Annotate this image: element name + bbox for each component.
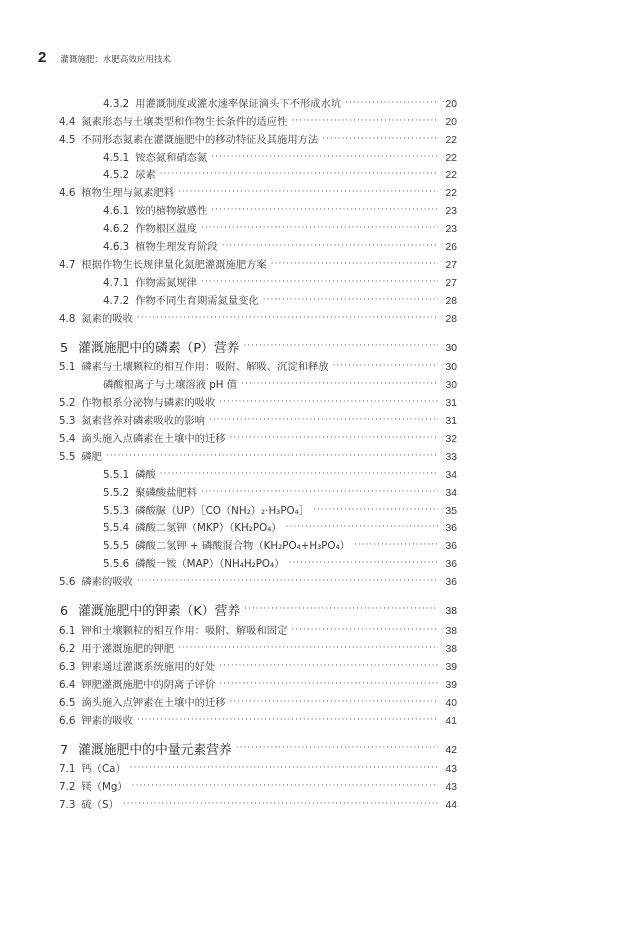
toc-entry-number: 4.6.3 [103, 241, 130, 254]
dot-leader [322, 134, 438, 145]
dot-leader [219, 661, 438, 672]
toc-entry-title [103, 540, 350, 553]
toc-entry-number: 5.5 [59, 450, 76, 463]
toc-entry-title [103, 169, 156, 182]
toc-entry-title [60, 605, 240, 618]
toc-entry-text: 作物根系分泌物与磷素的吸收 [81, 397, 216, 410]
toc-entry-text: 磷素与土壤颗粒的相互作用：吸附、解吸、沉淀和释放 [81, 361, 329, 374]
dot-leader [288, 558, 438, 569]
toc-entry-text: 植物生理发育阶段 [135, 241, 218, 254]
toc-entry-title [59, 576, 133, 589]
toc-entry-number: 5.2 [59, 397, 76, 410]
toc-entry-title [59, 643, 174, 656]
toc-page-number: 34 [445, 487, 457, 499]
table-of-contents [0, 93, 634, 812]
toc-entry-text: 钾素的吸收 [81, 714, 133, 727]
toc-entry-title [59, 781, 128, 794]
dot-leader [243, 341, 438, 352]
dot-leader [178, 643, 438, 654]
dot-leader [291, 625, 438, 636]
toc-page-number: 20 [445, 116, 457, 128]
toc-entry-text: 用于灌溉施肥的钾肥 [81, 642, 175, 655]
dot-leader [130, 763, 438, 774]
toc-entry-title [60, 744, 232, 757]
toc-entry-text: 氮素的吸收 [81, 312, 133, 325]
toc-chapter-entry [0, 597, 457, 618]
toc-entry-number: 7 [60, 742, 69, 758]
toc-entry-number: 6.3 [59, 660, 76, 673]
toc-entry [0, 182, 457, 200]
toc-entry-number: 5.5.6 [103, 558, 130, 571]
toc-entry-title [103, 295, 259, 308]
toc-entry-title [103, 379, 237, 392]
toc-entry-number: 6.2 [59, 642, 76, 655]
toc-entry [0, 290, 457, 308]
dot-leader [219, 679, 438, 690]
toc-entry [0, 535, 457, 553]
toc-entry [0, 428, 457, 446]
toc-entry [0, 111, 457, 129]
toc-entry-number: 5.6 [59, 576, 76, 589]
toc-entry-title [60, 342, 239, 355]
toc-entry-title [59, 397, 215, 410]
toc-entry [0, 500, 457, 518]
toc-entry-text: 灌溉施肥中的钾素（K）营养 [78, 604, 241, 620]
toc-entry-number: 5.4 [59, 433, 76, 446]
toc-page-number: 38 [445, 606, 457, 618]
toc-page-number: 32 [445, 434, 457, 446]
toc-entry-text: 作物需氮规律 [135, 276, 197, 289]
toc-entry-title [103, 152, 207, 165]
toc-entry [0, 571, 457, 589]
toc-entry [0, 464, 457, 482]
toc-page-number: 36 [445, 559, 457, 571]
toc-entry-number: 5 [60, 340, 69, 356]
toc-entry-title [59, 625, 287, 638]
toc-entry-text: 磷酸 [135, 468, 156, 481]
dot-leader [271, 259, 438, 270]
toc-entry [0, 518, 457, 536]
toc-entry [0, 638, 457, 656]
toc-page-number: 23 [445, 206, 457, 218]
toc-entry-number: 7.3 [59, 799, 76, 812]
toc-entry-text: 钙（Ca） [81, 763, 126, 776]
toc-entry-number: 4.6.1 [103, 205, 130, 218]
toc-entry-text: 作物不同生育期需氮量变化 [135, 294, 259, 307]
toc-entry-number: 5.5.1 [103, 468, 130, 481]
dot-leader [230, 433, 438, 444]
toc-entry-text: 铵态氮和硝态氮 [135, 151, 208, 164]
toc-entry [0, 93, 457, 111]
dot-leader [123, 799, 438, 810]
toc-entry-text: 滴头施入点钾素在土壤中的迁移 [81, 696, 226, 709]
toc-entry [0, 272, 457, 290]
dot-leader [263, 295, 438, 306]
toc-page-number: 31 [445, 398, 457, 410]
toc-entry-text: 滴头施入点磷素在土壤中的迁移 [81, 433, 226, 446]
toc-entry [0, 236, 457, 254]
toc-entry-number: 4.4 [59, 115, 76, 128]
toc-entry-number: 6 [60, 604, 69, 620]
dot-leader [160, 469, 438, 480]
toc-page-number: 30 [445, 362, 457, 374]
toc-entry-text: 硫（S） [81, 799, 119, 812]
toc-entry-title [59, 715, 133, 728]
toc-entry-text: 作物根区温度 [135, 223, 197, 236]
toc-entry [0, 692, 457, 710]
toc-entry-title [59, 451, 102, 464]
toc-entry [0, 674, 457, 692]
toc-entry [0, 410, 457, 428]
toc-entry-number: 4.7.2 [103, 294, 130, 307]
dot-leader [345, 98, 438, 109]
toc-entry-text: 用灌溉制度或灌水速率保证滴头下不形成水坑 [135, 97, 342, 110]
toc-entry-text: 尿素 [135, 169, 156, 182]
toc-page-number: 31 [445, 416, 457, 428]
toc-entry-title [103, 558, 284, 571]
toc-page-number: 27 [445, 259, 457, 271]
toc-entry-number: 6.6 [59, 714, 76, 727]
toc-page-number: 41 [445, 715, 457, 727]
toc-entry-number: 4.3.2 [103, 97, 130, 110]
toc-entry-title [59, 116, 287, 129]
toc-page-number: 22 [445, 134, 457, 146]
toc-page-number: 30 [445, 342, 457, 354]
toc-entry-number: 4.5 [59, 133, 76, 146]
toc-page-number: 40 [445, 697, 457, 709]
toc-entry [0, 129, 457, 147]
toc-entry-text: 灌溉施肥中的中量元素营养 [78, 742, 232, 758]
toc-entry-number: 5.5.3 [103, 504, 130, 517]
toc-page-number: 42 [445, 744, 457, 756]
toc-page-number: 38 [445, 643, 457, 655]
toc-entry-text: 氮素营养对磷素吸收的影响 [81, 415, 205, 428]
toc-page-number: 36 [445, 577, 457, 589]
toc-entry-text: 钾素通过灌溉系统施用的好处 [81, 660, 216, 673]
toc-entry-text: 磷酸二氢钾（MKP）（KH₂PO₄） [135, 522, 282, 535]
toc-page-number: 38 [445, 626, 457, 638]
dot-leader [132, 781, 438, 792]
toc-entry-text: 磷酸二氢钾 + 磷酸混合物（KH₂PO₄+H₃PO₄） [135, 540, 350, 553]
dot-leader [286, 522, 438, 533]
dot-leader [137, 313, 438, 324]
toc-page-number: 23 [445, 224, 457, 236]
toc-entry-title [59, 415, 205, 428]
toc-entry-title [59, 763, 126, 776]
toc-entry-text: 植物生理与氮素肥料 [81, 187, 175, 200]
toc-entry-title [103, 241, 218, 254]
toc-entry-title [59, 697, 226, 710]
page-header [38, 49, 171, 65]
toc-entry-number: 6.1 [59, 625, 76, 638]
toc-entry-number: 5.5.2 [103, 486, 130, 499]
toc-entry-title [103, 223, 197, 236]
dot-leader [313, 505, 438, 516]
toc-entry-title [59, 361, 329, 374]
toc-entry-number: 6.5 [59, 696, 76, 709]
toc-entry [0, 482, 457, 500]
toc-page-number: 39 [445, 661, 457, 673]
dot-leader [236, 743, 438, 754]
toc-entry-title [59, 134, 318, 147]
page-number: 2 [38, 49, 47, 66]
dot-leader [201, 223, 438, 234]
toc-page-number: 28 [445, 295, 457, 307]
dot-leader [219, 397, 438, 408]
toc-entry-title [59, 433, 226, 446]
toc-page-number: 28 [445, 313, 457, 325]
toc-entry [0, 776, 457, 794]
toc-entry [0, 620, 457, 638]
toc-entry [0, 553, 457, 571]
toc-entry-text: 磷酸根离子与土壤溶液 pH 值 [103, 379, 238, 392]
toc-entry [0, 200, 457, 218]
toc-entry-text: 氮素形态与土壤类型和作物生长条件的适应性 [81, 115, 288, 128]
toc-entry-title [59, 259, 267, 272]
toc-entry-title [59, 679, 215, 692]
toc-entry [0, 357, 457, 375]
toc-entry-title [59, 313, 133, 326]
toc-entry-text: 铵的植物敏感性 [135, 205, 208, 218]
toc-entry-title [103, 487, 197, 500]
toc-entry-number: 5.3 [59, 415, 76, 428]
toc-entry-number: 4.6.2 [103, 223, 130, 236]
toc-entry [0, 710, 457, 728]
toc-entry [0, 165, 457, 183]
dot-leader [244, 604, 438, 615]
toc-entry-number: 7.1 [59, 763, 76, 776]
toc-entry [0, 392, 457, 410]
toc-entry [0, 794, 457, 812]
toc-entry-text: 磷肥 [81, 450, 102, 463]
toc-entry-text: 灌溉施肥中的磷素（P）营养 [78, 340, 240, 356]
dot-leader [201, 487, 438, 498]
toc-entry-number: 5.1 [59, 361, 76, 374]
toc-page-number: 30 [445, 380, 457, 392]
toc-entry-title [103, 505, 309, 518]
toc-entry [0, 147, 457, 165]
toc-entry-number: 5.5.4 [103, 522, 130, 535]
toc-entry [0, 759, 457, 777]
dot-leader [211, 152, 438, 163]
toc-entry-number: 4.7.1 [103, 276, 130, 289]
toc-entry-number: 4.5.1 [103, 151, 130, 164]
toc-page-number: 36 [445, 541, 457, 553]
toc-entry-number: 4.5.2 [103, 169, 130, 182]
dot-leader [201, 277, 438, 288]
dot-leader [137, 576, 438, 587]
toc-entry-title [59, 799, 119, 812]
dot-leader [291, 116, 438, 127]
toc-entry [0, 218, 457, 236]
toc-chapter-entry [0, 334, 457, 355]
toc-entry-text: 钾和土壤颗粒的相互作用：吸附、解吸和固定 [81, 625, 288, 638]
toc-entry-text: 磷酸一铵（MAP）（NH₄H₂PO₄） [135, 558, 285, 571]
toc-entry-number: 7.2 [59, 781, 76, 794]
toc-page-number: 22 [445, 152, 457, 164]
toc-entry-text: 钾肥灌溉施肥中的阴离子评价 [81, 678, 216, 691]
toc-entry-title [103, 277, 197, 290]
dot-leader [137, 715, 438, 726]
running-title: 灌溉施肥：水肥高效应用技术 [60, 55, 171, 65]
toc-entry-number: 4.8 [59, 312, 76, 325]
toc-page-number: 33 [445, 451, 457, 463]
dot-leader [222, 241, 438, 252]
toc-entry-text: 不同形态氮素在灌溉施肥中的移动特征及其施用方法 [81, 133, 319, 146]
toc-entry [0, 254, 457, 272]
dot-leader [160, 169, 438, 180]
dot-leader [230, 697, 438, 708]
toc-entry-title [59, 661, 215, 674]
toc-entry-title [103, 98, 341, 111]
toc-entry-title [103, 205, 207, 218]
toc-page-number: 43 [445, 764, 457, 776]
toc-entry-title [103, 522, 282, 535]
dot-leader [211, 205, 438, 216]
toc-entry-number: 5.5.5 [103, 540, 130, 553]
toc-entry [0, 308, 457, 326]
toc-entry-text: 磷素的吸收 [81, 576, 133, 589]
toc-entry-title [59, 187, 174, 200]
toc-page-number: 22 [445, 170, 457, 182]
toc-entry-number: 4.6 [59, 187, 76, 200]
toc-page-number: 43 [445, 782, 457, 794]
toc-entry-text: 镁（Mg） [81, 781, 128, 794]
toc-entry-number: 6.4 [59, 678, 76, 691]
toc-page-number: 36 [445, 523, 457, 535]
toc-page-number: 20 [445, 98, 457, 110]
toc-entry-title [103, 469, 156, 482]
dot-leader [241, 379, 438, 390]
toc-entry-text: 根据作物生长规律量化氮肥灌溉施肥方案 [81, 258, 267, 271]
dot-leader [209, 415, 438, 426]
dot-leader [333, 361, 438, 372]
toc-page-number: 44 [445, 800, 457, 812]
toc-page-number: 34 [445, 469, 457, 481]
toc-entry [0, 656, 457, 674]
toc-page-number: 26 [445, 242, 457, 254]
dot-leader [106, 451, 438, 462]
toc-entry [0, 446, 457, 464]
toc-entry-text: 聚磷酸盐肥料 [135, 486, 197, 499]
toc-page-number: 22 [445, 188, 457, 200]
toc-page-number: 27 [445, 277, 457, 289]
toc-entry [0, 374, 457, 392]
toc-page-number: 35 [445, 505, 457, 517]
toc-entry-number: 4.7 [59, 258, 76, 271]
dot-leader [178, 187, 438, 198]
toc-entry-text: 磷酸脲（UP）［CO（NH₂）₂·H₃PO₄］ [135, 504, 310, 517]
toc-chapter-entry [0, 736, 457, 757]
toc-page-number: 39 [445, 679, 457, 691]
dot-leader [354, 540, 438, 551]
